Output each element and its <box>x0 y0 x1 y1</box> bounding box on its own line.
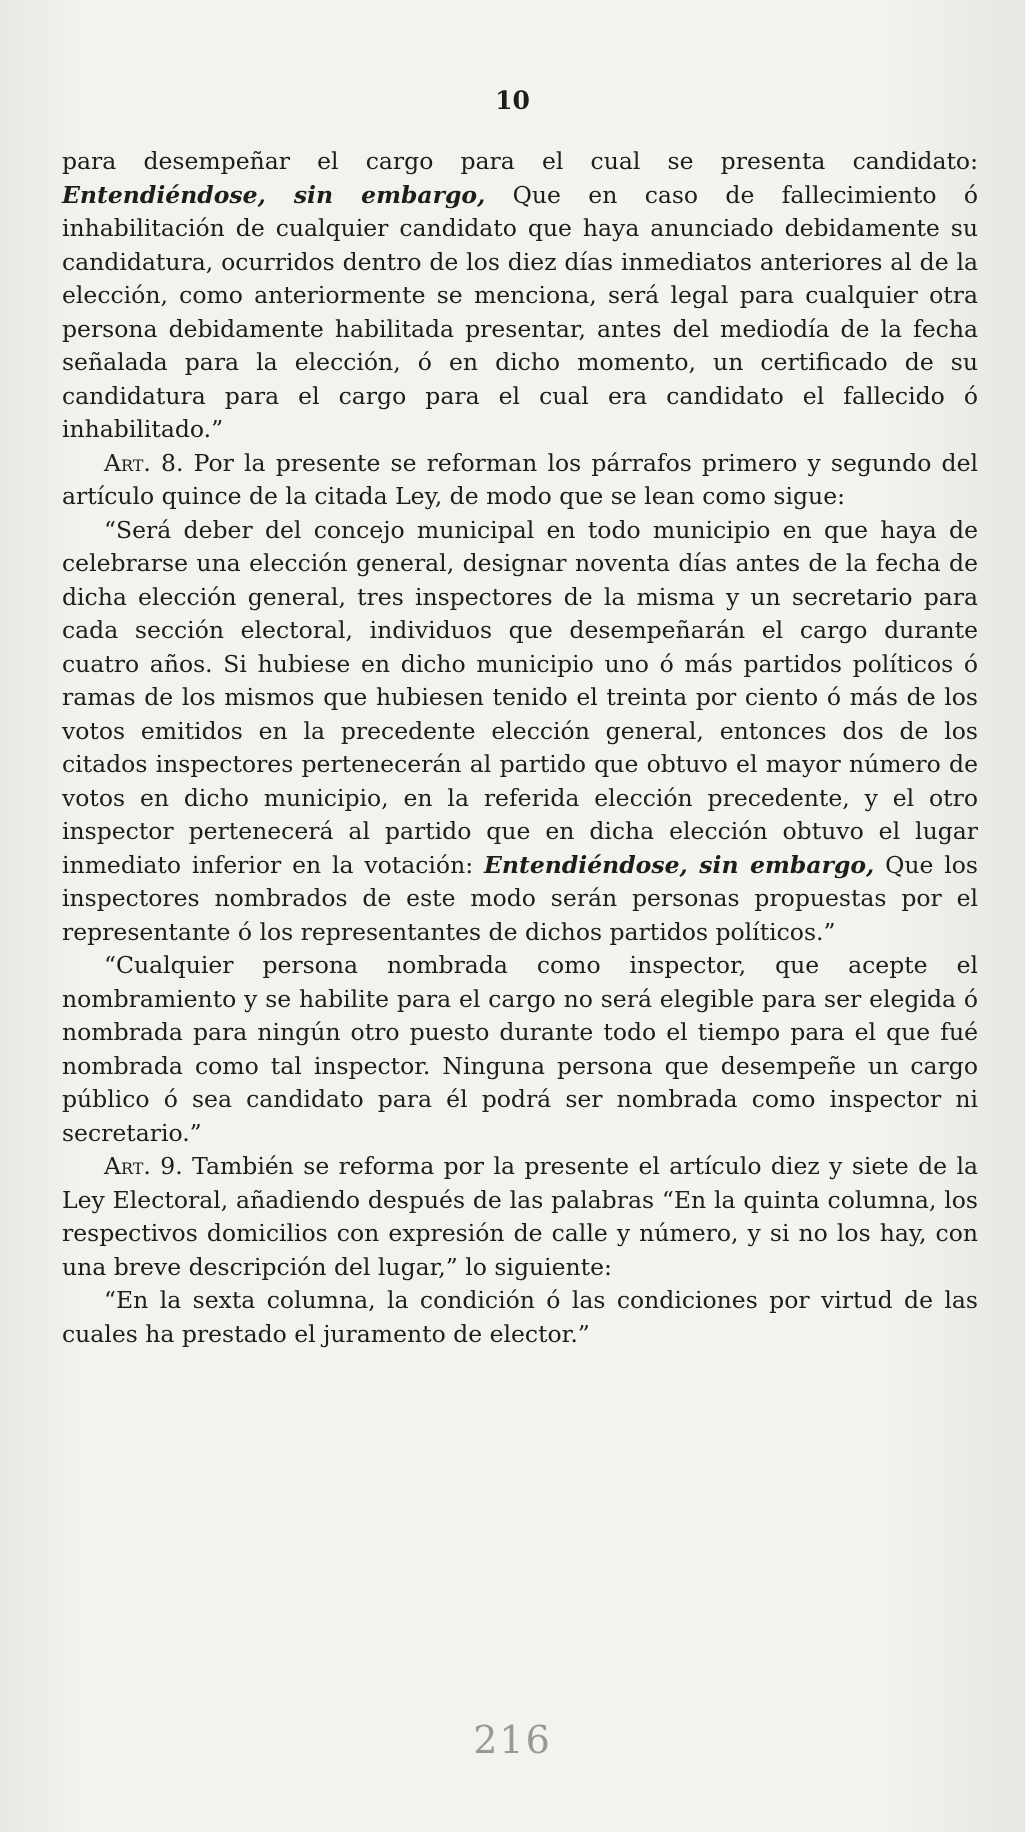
article-label: Art. 9. <box>104 1152 183 1180</box>
proviso-italic: Entendiéndose, sin embargo, <box>483 850 875 879</box>
paragraph-continuation <box>62 145 978 447</box>
text-run: para desempeñar el cargo para el cual se presenta candidato: <box>62 147 978 175</box>
stamp-number: 216 <box>473 1718 552 1762</box>
paragraph-quote-3 <box>62 1284 978 1351</box>
paragraph-article-9 <box>62 1150 978 1284</box>
text-run: Por la presente se reforman los párrafos primero y segundo del artículo quince de la citada Ley, de modo que se lean como sigue: <box>62 448 978 510</box>
paragraph-quote-2 <box>62 949 978 1150</box>
article-label: Art. 8. <box>104 448 184 477</box>
text-run: También se reforma por la presente el artículo diez y siete de la Ley Electoral, añadiendo después de las palabras “En la quinta columna, los respectivos domicilios con expresión de calle y número, y si no los hay, con una breve descripción del lugar,” lo siguiente: <box>62 1152 978 1281</box>
body-text <box>62 145 978 1351</box>
paragraph-quote-1 <box>62 514 978 950</box>
text-run: “Será deber del concejo municipal en todo municipio en que haya de celebrarse una elección general, designar noventa días antes de la fecha de dicha elección general, tres inspectores de la misma y un secretario para cada sección electoral, individuos que desempeñarán el cargo durante cuatro años. Si hubiese en dicho municipio uno ó más partidos políticos ó ramas de los mismos que hubiesen tenido el treinta por ciento ó más de los votos emitidos en la precedente elección general, entonces dos de los citados inspectores pertenecerán al partido que obtuvo el mayor número de votos en dicho municipio, en la referida elección precedente, y el otro inspector pertenecerá al partido que en dicha elección obtuvo el lugar inmediato inferior en la votación: <box>62 515 978 879</box>
text-run: Que en caso de fallecimiento ó inhabilitación de cualquier candidato que haya anunciado debidamente su candidatura, ocurridos dentro de los diez días inmediatos anteriores al de la elección, como anteriormente se menciona, será legal para cualquier otra persona debidamente habilitada presentar, antes del mediodía de la fecha señalada para la elección, ó en dicho momento, un certificado de su candidatura para el cargo para el cual era candidato el fallecido ó inhabilitado.” <box>62 180 978 443</box>
proviso-italic: Entendiéndose, sin embargo, <box>62 180 486 209</box>
text-run: “En la sexta columna, la condición ó las condiciones por virtud de las cuales ha prestado el juramento de elector.” <box>62 1286 978 1348</box>
text-run: Que los inspectores nombrados de este modo serán personas propuestas por el representante ó los representantes de dichos partidos políticos.” <box>62 850 978 946</box>
page-number: 10 <box>495 86 530 115</box>
paragraph-article-8 <box>62 447 978 514</box>
text-run: “Cualquier persona nombrada como inspector, que acepte el nombramiento y se habilite para el cargo no será elegible para ser elegida ó nombrada para ningún otro puesto durante todo el tiempo para el que fué nombrada como tal inspector. Ninguna persona que desempeñe un cargo público ó sea candidato para él podrá ser nombrada como inspector ni secretario.” <box>62 951 978 1147</box>
